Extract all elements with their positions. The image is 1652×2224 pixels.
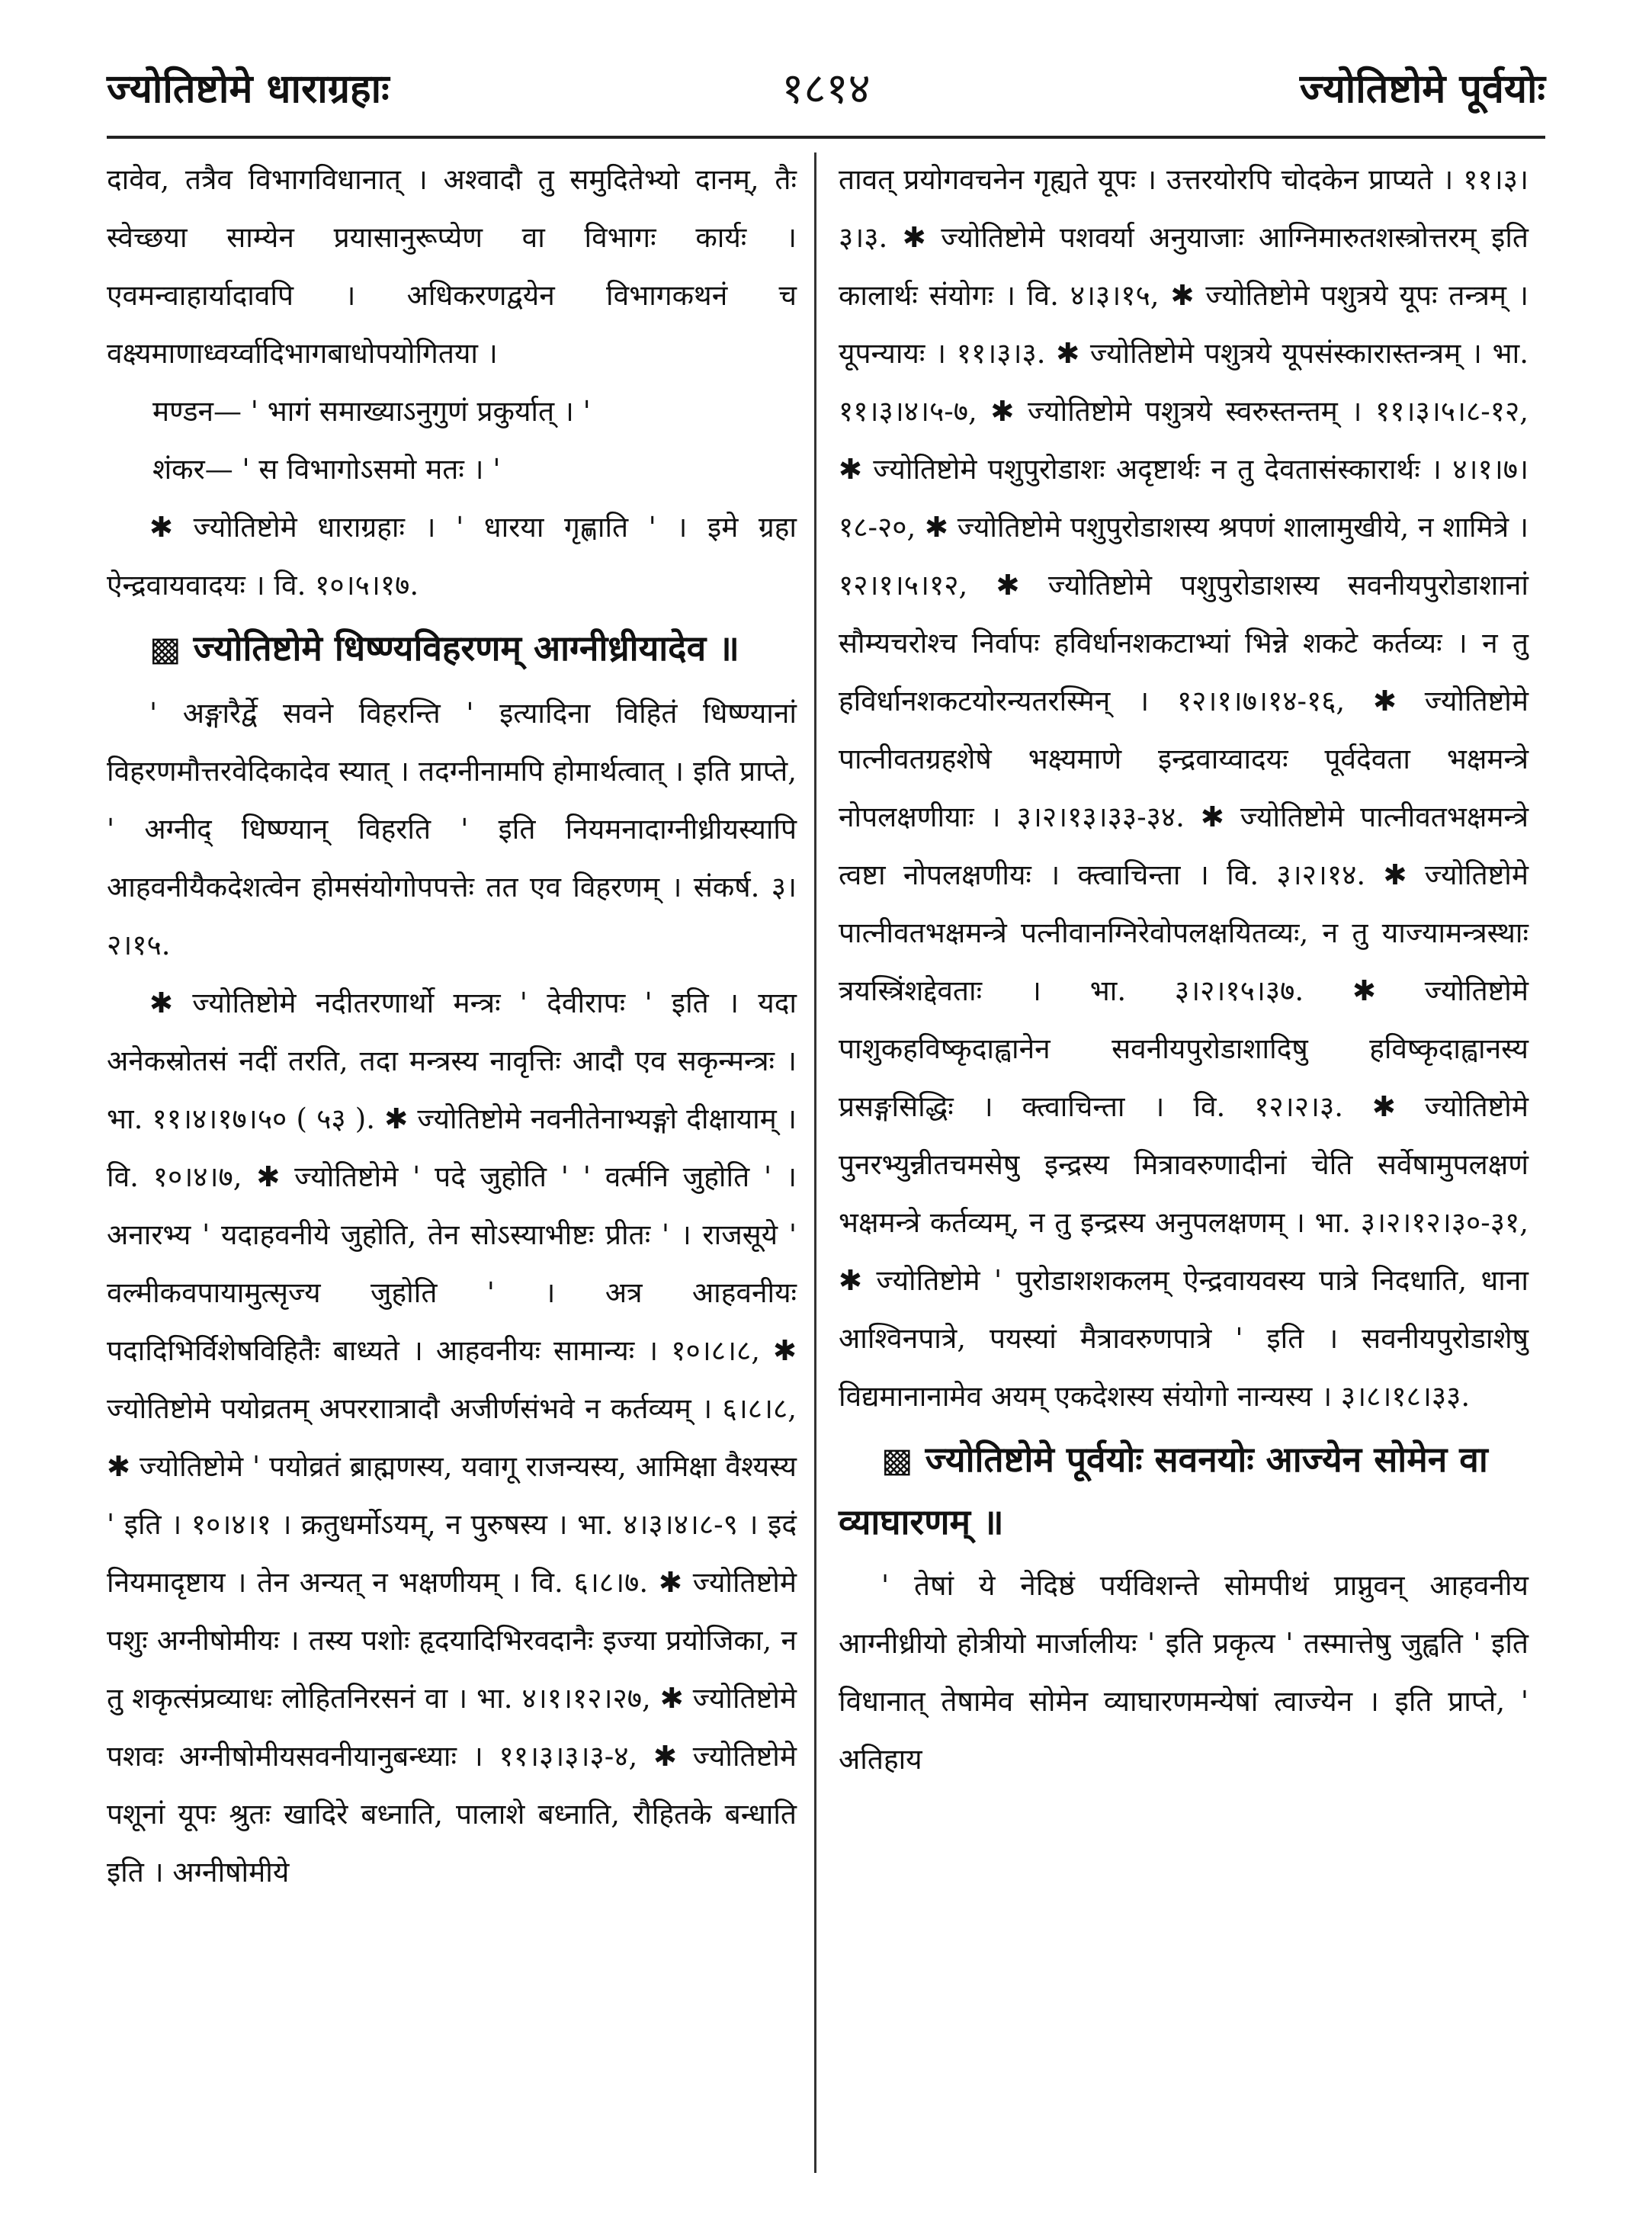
paragraph: ' अङ्गारैर्द्वे सवने विहरन्ति ' इत्यादिना विहितं धिष्ण्यानां विहरणमौत्तरवेदिकादेव स्यात् । तदग्नीनामपि होमार्थत्वात् । इति प्राप्ते, ' अग्नीद् धिष्ण्यान् विहरति ' इति नियमनादाग्नीध्रीयस्यापि आहवनीयैकदेशत्वेन होमसंयोगोपपत्तेः तत एव विहरणम् । संकर्ष. ३।२।१५. bbox=[107, 697, 797, 961]
section-mark-icon: ▩ bbox=[149, 630, 181, 669]
paragraph: ' तेषां ये नेदिष्ठं पर्यविशन्ते सोमपीथं प्राप्नुवन् आहवनीय आग्नीध्रीयो होत्रीयो मार्जालीयः ' इति प्रकृत्य ' तस्मात्तेषु जुह्वति ' इति विधानात् तेषामेव सोमेन व्याघारणमन्येषां त्वाज्येन । इति प्राप्ते, ' अतिहाय bbox=[839, 1569, 1529, 1776]
page-number: १८१४ bbox=[781, 64, 871, 114]
column-divider bbox=[814, 152, 816, 2173]
paragraph: ✱ ज्योतिष्टोमे नदीतरणार्थो मन्त्रः ' देवीरापः ' इति । यदा अनेकस्रोतसं नदीं तरति, तदा मन्त्रस्य नावृत्तिः आदौ एव सकृन्मन्त्रः । भा. ११।४।१७।५० ( ५३ ). ✱ ज्योतिष्टोमे नवनीतेनाभ्यङ्गो दीक्षायाम् । वि. १०।४।७, ✱ ज्योतिष्टोमे ' पदे जुहोति ' ' वर्त्मनि जुहोति ' । अनारभ्य ' यदाहवनीये जुहोति, तेन सोऽस्याभीष्टः प्रीतः ' । राजसूये ' वल्मीकवपायामुत्सृज्य जुहोति ' । अत्र आहवनीयः पदादिभिर्विशेषविहितैः बाध्यते । आहवनीयः सामान्यः । १०।८।८, ✱ ज्योतिष्टोमे पयोव्रतम् अपरराात्रादौ अजीर्णसंभवे न कर्तव्यम् । ६।८।८, ✱ ज्योतिष्टोमे ' पयोव्रतं ब्राह्मणस्य, यवागू राजन्यस्य, आमिक्षा वैश्यस्य ' इति । १०।४।१ । क्रतुधर्मोऽयम्, न पुरुषस्य । भा. ४।३।४।८-९ । इदं नियमादृष्टाय । तेन अन्यत् न भक्षणीयम् । वि. ६।८।७. ✱ ज्योतिष्टोमे पशुः अग्नीषोमीयः । तस्य पशोः हृदयादिभिरवदानैः इज्या प्रयोजिका, न तु शकृत्संप्रव्याधः लोहितनिरसनं वा । भा. ४।१।१२।२७, ✱ ज्योतिष्टोमे पशवः अग्नीषोमीयसवनीयानुबन्ध्याः । ११।३।३।३-४, ✱ ज्योतिष्टोमे पशूनां यूपः श्रुतः खादिरे बध्नाति, पालाशे बध्नाति, रौहितके बन्धाति इति । अग्नीषोमीये bbox=[107, 987, 797, 1889]
paragraph: दावेव, तत्रैव विभागविधानात् । अश्वादौ तु समुदितेभ्यो दानम्, तैः स्वेच्छया साम्येन प्रयासानुरूप्येण वा विभागः कार्यः । एवमन्वाहार्यादावपि । अधिकरणद्वयेन विभागकथनं च वक्ष्यमाणाध्वर्य्वादिभागबाधोपयोगितया । bbox=[107, 163, 797, 370]
left-column bbox=[107, 151, 797, 1901]
citation-mandana: मण्डन— ' भागं समाख्याऽनुगुणं प्रकुर्यात् । ' bbox=[152, 395, 591, 428]
paragraph: तावत् प्रयोगवचनेन गृह्यते यूपः । उत्तरयोरपि चोदकेन प्राप्यते । ११।३।३।३. ✱ ज्योतिष्टोमे पशवर्या अनुयाजाः आग्निमारुतशस्त्रोत्तरम् इति कालार्थः संयोगः । वि. ४।३।१५, ✱ ज्योतिष्टोमे पशुत्रये यूपः तन्त्रम् । यूपन्यायः । ११।३।३. ✱ ज्योतिष्टोमे पशुत्रये यूपसंस्कारास्तन्त्रम् । भा. ११।३।४।५-७, ✱ ज्योतिष्टोमे पशुत्रये स्वरुस्तन्तम् । ११।३।५।८-१२, ✱ ज्योतिष्टोमे पशुपुरोडाशः अदृष्टार्थः न तु देवतासंस्कारार्थः । ४।१।७।१८-२०, ✱ ज्योतिष्टोमे पशुपुरोडाशस्य श्रपणं शालामुखीये, न शामित्रे । १२।१।५।१२, ✱ ज्योतिष्टोमे पशुपुरोडाशस्य सवनीयपुरोडाशानां सौम्यचरोश्च निर्वापः हविर्धानशकटाभ्यां भिन्ने शकटे कर्तव्यः । न तु हविर्धानशकटयोरन्यतरस्मिन् । १२।१।७।१४-१६, ✱ ज्योतिष्टोमे पात्नीवतग्रहशेषे भक्ष्यमाणे इन्द्रवाय्वादयः पूर्वदेवता भक्षमन्त्रे नोपलक्षणीयाः । ३।२।१३।३३-३४. ✱ ज्योतिष्टोमे पात्नीवतभक्षमन्त्रे त्वष्टा नोपलक्षणीयः । क्त्वाचिन्ता । वि. ३।२।१४. ✱ ज्योतिष्टोमे पात्नीवतभक्षमन्त्रे पत्नीवानग्निरेवोपलक्षयितव्यः, न तु याज्यामन्त्रस्थाः त्रयस्त्रिंशद्देवताः । भा. ३।२।१५।३७. ✱ ज्योतिष्टोमे पाशुकहविष्कृदाह्वानेन सवनीयपुरोडाशादिषु हविष्कृदाह्वानस्य प्रसङ्गसिद्धिः । क्त्वाचिन्ता । वि. १२।२।३. ✱ ज्योतिष्टोमे पुनरभ्युन्नीतचमसेषु इन्द्रस्य मित्रावरुणादीनां चेति सर्वेषामुपलक्षणं भक्षमन्त्रे कर्तव्यम्, न तु इन्द्रस्य अनुपलक्षणम् । भा. ३।२।१२।३०-३१, ✱ ज्योतिष्टोमे ' पुरोडाशशकलम् ऐन्द्रवायवस्य पात्रे निदधाति, धाना आश्विनपात्रे, पयस्यां मैत्रावरुणपात्रे ' इति । सवनीयपुरोडाशेषु विद्यमानानामेव अयम् एकदेशस्य संयोगो नान्यस्य । ३।८।१८।३३. bbox=[839, 163, 1529, 1413]
citation-shankara: शंकर— ' स विभागोऽसमो मतः । ' bbox=[152, 453, 501, 486]
section-heading-text: ज्योतिष्टोमे धिष्ण्यविहरणम् आग्नीध्रीयादेव ॥ bbox=[193, 627, 739, 669]
section-heading bbox=[839, 1429, 1529, 1552]
right-column bbox=[839, 151, 1529, 1789]
section-mark-icon: ▩ bbox=[881, 1441, 913, 1480]
running-head-left: ज्योतिष्टोमे धाराग्रहाः bbox=[107, 66, 390, 112]
section-heading-text: ज्योतिष्टोमे पूर्वयोः सवनयोः आज्येन सोमेन वा व्याघारणम् ॥ bbox=[839, 1439, 1488, 1542]
section-heading bbox=[107, 618, 797, 680]
paragraph: ✱ ज्योतिष्टोमे धाराग्रहाः । ' धारया गृह्णाति ' । इमे ग्रहा ऐन्द्रवायवादयः । वि. १०।५।१७. bbox=[107, 511, 797, 602]
header-rule bbox=[107, 136, 1545, 139]
running-head-right: ज्योतिष्टोमे पूर्वयोः bbox=[1299, 66, 1545, 112]
